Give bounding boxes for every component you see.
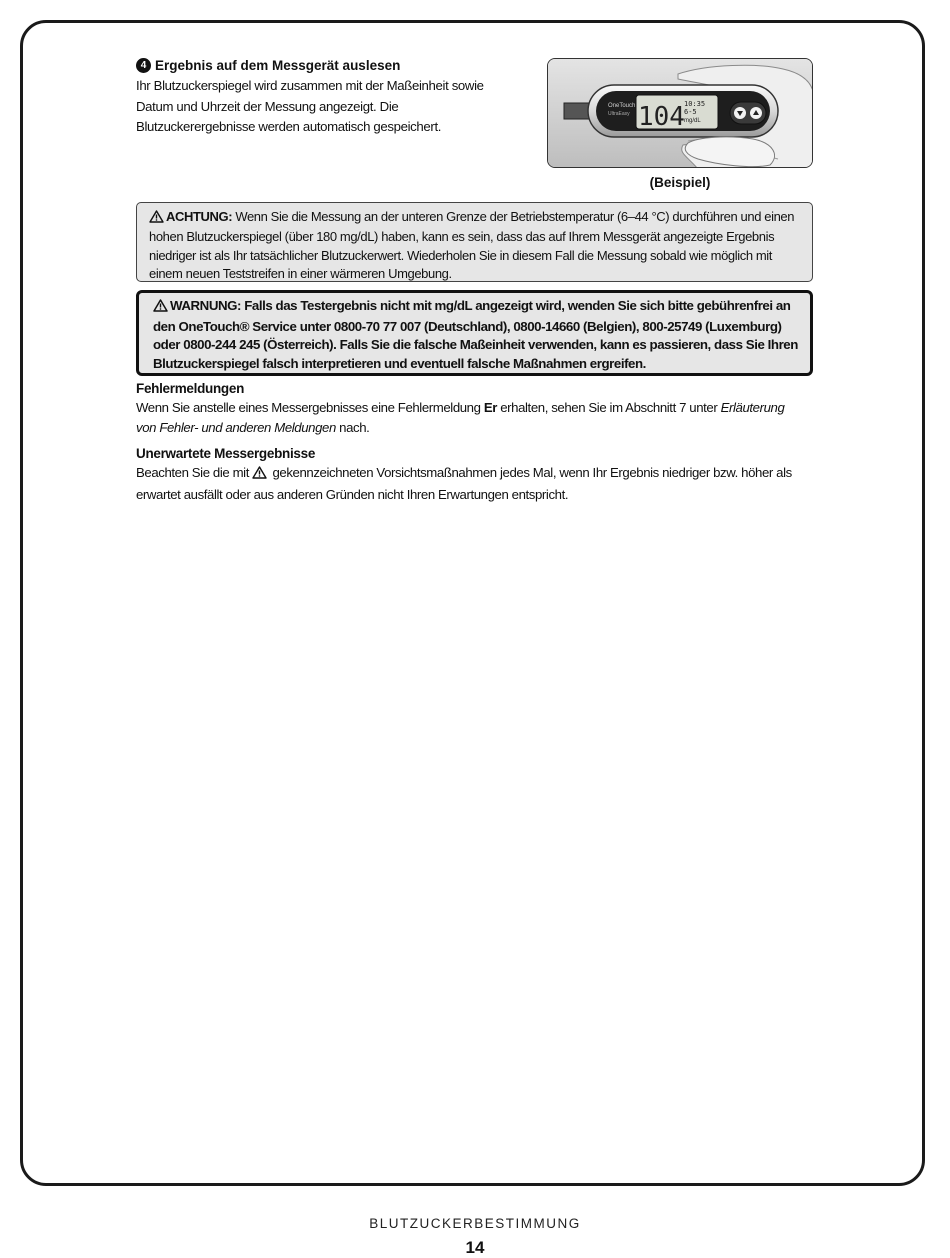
errors-reference: Erläuterung von Fehler- und anderen Meldungen: [136, 400, 785, 435]
meter-illustration: [547, 58, 813, 168]
step-heading-text: Ergebnis auf dem Messgerät auslesen: [155, 58, 401, 73]
errors-text-c: nach.: [335, 420, 370, 435]
errors-heading: Fehlermeldungen: [136, 381, 245, 396]
meter-date: 6-5: [684, 108, 697, 116]
meter-time: 10:35: [684, 100, 706, 108]
unexpected-text: [136, 463, 806, 505]
errors-text: [136, 398, 806, 438]
warning-triangle-icon: [153, 299, 168, 318]
warning-triangle-icon: [252, 465, 267, 485]
meter-drawing: [548, 59, 813, 168]
step-4-block: [136, 57, 516, 138]
footer-section-title: BLUTZUCKERBESTIMMUNG: [369, 1216, 581, 1231]
warning-box: [136, 290, 813, 376]
caution-text: Wenn Sie die Messung an der unteren Grenze der Betriebstemperatur (6–44 °C) durchführen und einen hohen Blutzuckerspiegel (über 180 mg/dL) haben, kann es sein, dass das auf Ihrem Messgerät angezeigte Ergebnis niedriger ist als Ihr tatsächlicher Blutzuckerwert. Wiederholen Sie in diesem Fall die Messung sobald wie möglich mit einem neuen Teststreifen in einer wärmeren Umgebung.: [149, 209, 795, 281]
meter-unit: mg/dL: [684, 118, 701, 124]
warning-triangle-icon: [149, 210, 164, 228]
image-caption: (Beispiel): [649, 175, 711, 190]
unexpected-heading: Unerwartete Messergebnisse: [136, 446, 316, 461]
step-description: Ihr Blutzuckerspiegel wird zusammen mit der Maßeinheit sowie Datum und Uhrzeit der Messung angezeigt. Die Blutzuckerergebnisse werden automatisch gespeichert.: [136, 78, 484, 134]
unexpected-text-b: gekennzeichneten Vorsichtsmaßnahmen jedes Mal, wenn Ihr Ergebnis niedriger bzw. höher als erwartet ausfällt oder aus anderen Gründen nicht Ihren Erwartungen entspricht.: [136, 465, 792, 502]
page-number: 14: [465, 1238, 485, 1257]
error-code: Er: [483, 400, 497, 415]
page-frame: [20, 20, 925, 1186]
errors-text-b: erhalten, sehen Sie im Abschnitt 7 unter: [496, 400, 721, 415]
step-heading: [136, 57, 516, 74]
meter-reading: 104: [638, 102, 685, 132]
warning-text: WARNUNG: Falls das Testergebnis nicht mit mg/dL angezeigt wird, wenden Sie sich bitte gebührenfrei an den OneTouch® Service unter 0800-70 77 007 (Deutschland), 0800-14660 (Belgien), 800-25749 (Luxemburg) oder 0800-244 245 (Österreich). Falls Sie die falsche Maßeinheit verwenden, kann es passieren, dass Sie Ihren Blutzuckerspiegel falsch interpretieren und eventuell falsche Maßnahmen ergreifen.: [153, 298, 798, 371]
caution-label: ACHTUNG:: [166, 209, 233, 224]
unexpected-text-a: Beachten Sie die mit: [136, 465, 253, 480]
step-number-badge: 4: [136, 58, 151, 73]
unexpected-section: [136, 445, 806, 505]
caution-box: [136, 202, 813, 282]
errors-text-a: Wenn Sie anstelle eines Messergebnisses eine Fehlermeldung: [136, 400, 484, 415]
svg-text:OneTouch: OneTouch: [608, 103, 636, 109]
errors-section: [136, 380, 806, 438]
svg-text:UltraEasy: UltraEasy: [608, 111, 630, 117]
